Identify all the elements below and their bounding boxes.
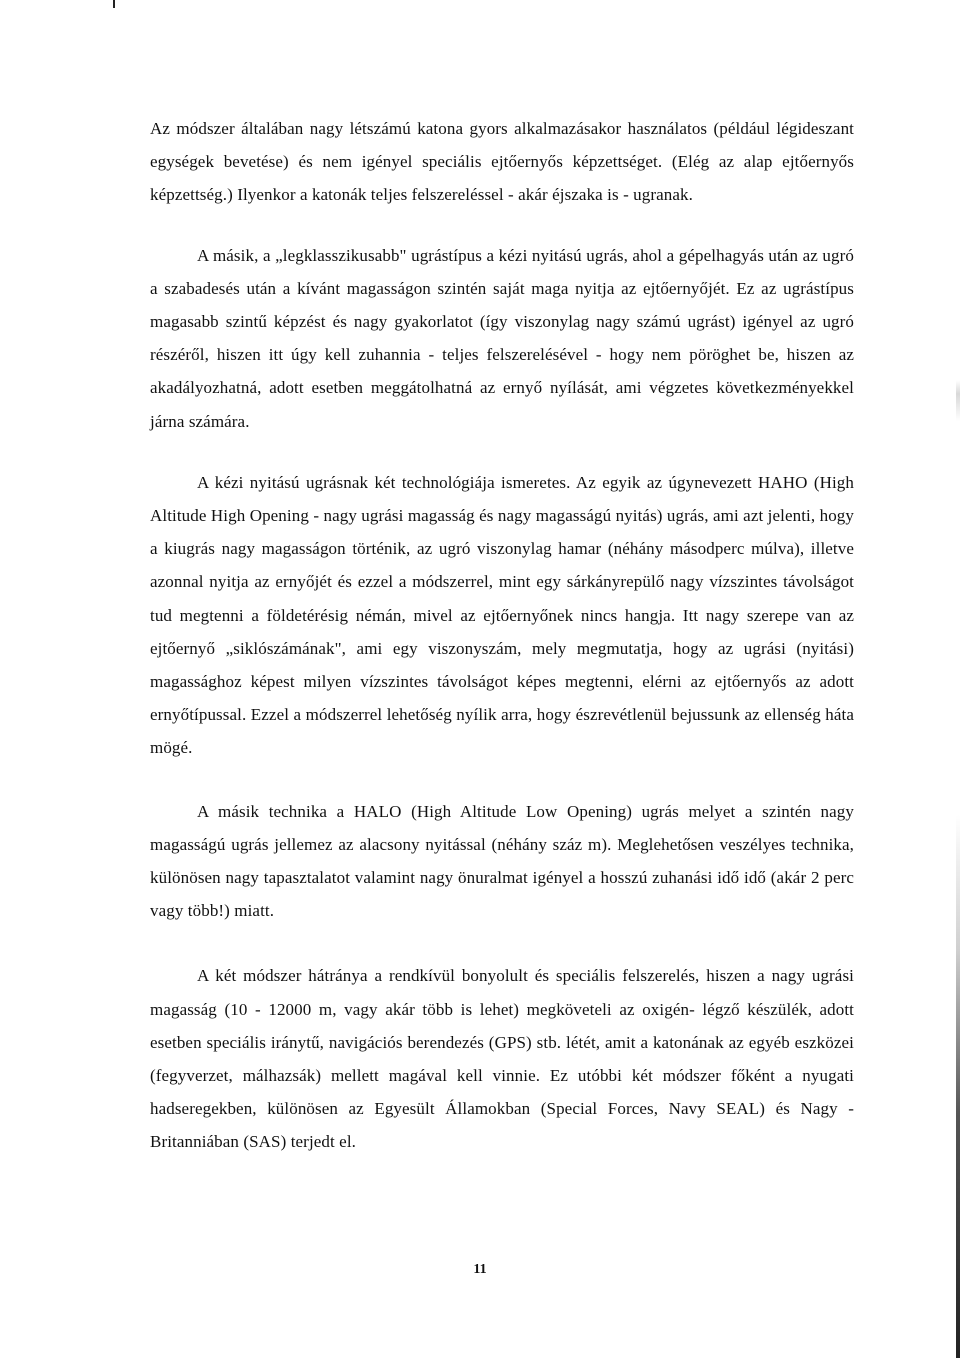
document-page xyxy=(150,112,854,1159)
paragraph-manual-opening: A másik, a „legklasszikusabb" ugrástípus a kézi nyitású ugrás, ahol a gépelhagyás után az ugró a szabadesés után a kívánt magasságon szintén saját maga nyitja az ejtőernyőjét. Ez az ugrástípus magasabb szintű képzést és nagy gyakorlatot (így viszonylag nagy számú ugrást) igényel az ugró részéről, hiszen itt úgy kell zuhannia - teljes felszerelésével - hogy nem pöröghet be, hiszen az akadályozhatná, adott esetben meggátolhatná az ernyő nyílását, ami végzetes következményekkel járna számára. xyxy=(150,245,854,431)
paragraph-halo: A másik technika a HALO (High Altitude Low Opening) ugrás melyet a szintén nagy magasságú ugrás jellemez az alacsony nyitással (néhány száz m). Meglehetősen veszélyes technika, különösen nagy tapasztalatot valamint nagy önuralmat igényel a hosszú zuhanási idő idő (akár 2 perc vagy több!) miatt. xyxy=(150,801,854,921)
scan-artifact-mark xyxy=(113,0,115,8)
scan-edge-shadow xyxy=(956,0,960,1358)
paragraph-disadvantages: A két módszer hátránya a rendkívül bonyolult és speciális felszerelés, hiszen a nagy ugrási magasság (10 - 12000 m, vagy akár több is lehet) megköveteli az oxigén- légző készülék, adott esetben speciális iránytű, navigációs berendezés (GPS) stb. létét, amit a katonának az egyéb eszközei (fegyverzet, málhazsák) mellett magával kell vinnie. Ez utóbbi két módszer főként a nyugati hadseregekben, különösen az Egyesült Államokban (Special Forces, Navy SEAL) és Nagy - Britanniában (SAS) terjedt el. xyxy=(150,966,854,1152)
page-number: 11 xyxy=(473,1262,487,1277)
paragraph-mass-jump: Az módszer általában nagy létszámú katona gyors alkalmazásakor használatos (például légideszant egységek bevetése) és nem igényel speciális ejtőernyős képzettséget. (Elég az alap ejtőernyős képzettség.) Ilyenkor a katonák teljes felszereléssel - akár éjszaka is - ugranak. xyxy=(150,119,854,205)
paragraph-haho: A kézi nyitású ugrásnak két technológiája ismeretes. Az egyik az úgynevezett HAHO (High Altitude High Opening - nagy ugrási magasság és nagy magasságú nyitás) ugrás, ami azt jelenti, hogy a kiugrás nagy magasságon történik, az ugró viszonylag hamar (néhány másodperc múlva), illetve azonnal nyitja az ernyőjét és ezzel a módszerrel, mint egy sárkányrepülő nagy vízszintes távolságot tud megtenni a földetérésig némán, mivel az ejtőernyőnek nincs hangja. Itt nagy szerepe van az ejtőernyő „siklószámának", ami egy viszonyszám, mely megmutatja, hogy az ugrási (nyitási) magassághoz képest milyen vízszintes távolságot képes megtenni, elérni az ejtőernyős az adott ernyőtípussal. Ezzel a módszerrel lehetőség nyílik arra, hogy észrevétlenül bejussunk az ellenség háta mögé. xyxy=(150,472,854,758)
